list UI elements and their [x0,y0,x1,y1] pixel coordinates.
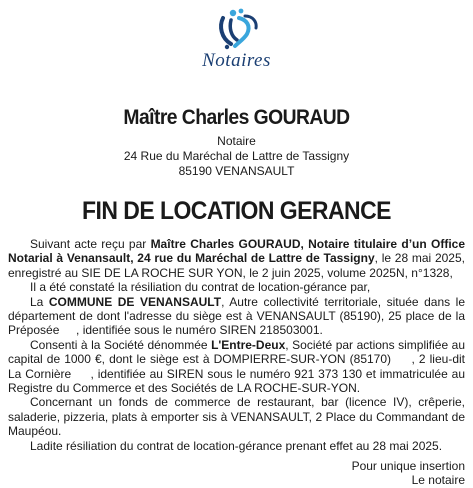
paragraph-commune [8,295,465,338]
paragraph-societe [8,338,465,396]
paragraph-fonds: Concernant un fonds de commerce de restaurant, bar (licence IV), crêperie, saladerie, pizzeria, plats à emporter sis à VENANSAULT, 2 Place du Commandant de Maupéou. [8,395,465,439]
paragraph-resiliation: Il a été constaté la résiliation du contrat de location-gérance par, [30,280,371,295]
paragraph-bold-text: Maître Charles GOURAUD, Notaire titulaire d’un Office Notarial à Venansault, 24 rue du Maréchal de Lattre de Tassigny [8,237,466,266]
notice-body [8,237,465,453]
paragraph-text: , Autre collectivité territoriale, située dans le département de dont l'adresse du siège est à VENANSAULT (85190), 25 place de la Préposée , identifiée sous le numéro SIREN 218503001. [8,294,466,338]
notary-street: 24 Rue du Maréchal de Lattre de Tassigny [123,149,350,163]
paragraph-text: Suivant acte reçu par [30,237,151,251]
paragraph-act [8,237,465,280]
paragraph-bold-text: COMMUNE DE VENANSAULT [48,294,222,309]
signature-insertion: Pour unique insertion [351,459,465,473]
paragraph-bold-text: L'Entre-Deux [211,337,286,352]
paragraph-text: , Société par actions simplifiée au capital de 1000 €, dont le siège est à DOMPIERRE-SUR-YON (85170) , 2 lieu-dit La Cornière , identifiée au SIREN sous le numéro 921 373 130 et immatriculée au Registre du Commerce et des Sociétés de LA ROCHE-SUR-YON. [8,337,466,396]
notary-name: Maître Charles GOURAUD [123,106,350,129]
notaires-logo [0,6,473,72]
paragraph-text: La [30,294,49,309]
notary-role: Notaire [217,134,256,148]
signature-notary: Le notaire [411,473,465,487]
paragraph-text: Consenti à la Société dénommée [30,337,212,352]
notary-city: 85190 VENANSAULT [178,164,295,178]
paragraph-text: , le 28 mai 2025, enregistré au SIE DE LA ROCHE SUR YON, le 2 juin 2025, volume 2025N, n°1328, [8,251,465,280]
notaires-emblem-icon [207,6,267,52]
paragraph-effet: Ladite résiliation du contrat de location-gérance prenant effet au 28 mai 2025. [30,438,443,453]
notice-title: FIN DE LOCATION GERANCE [82,197,391,225]
logo-text: Notaires [202,50,271,71]
